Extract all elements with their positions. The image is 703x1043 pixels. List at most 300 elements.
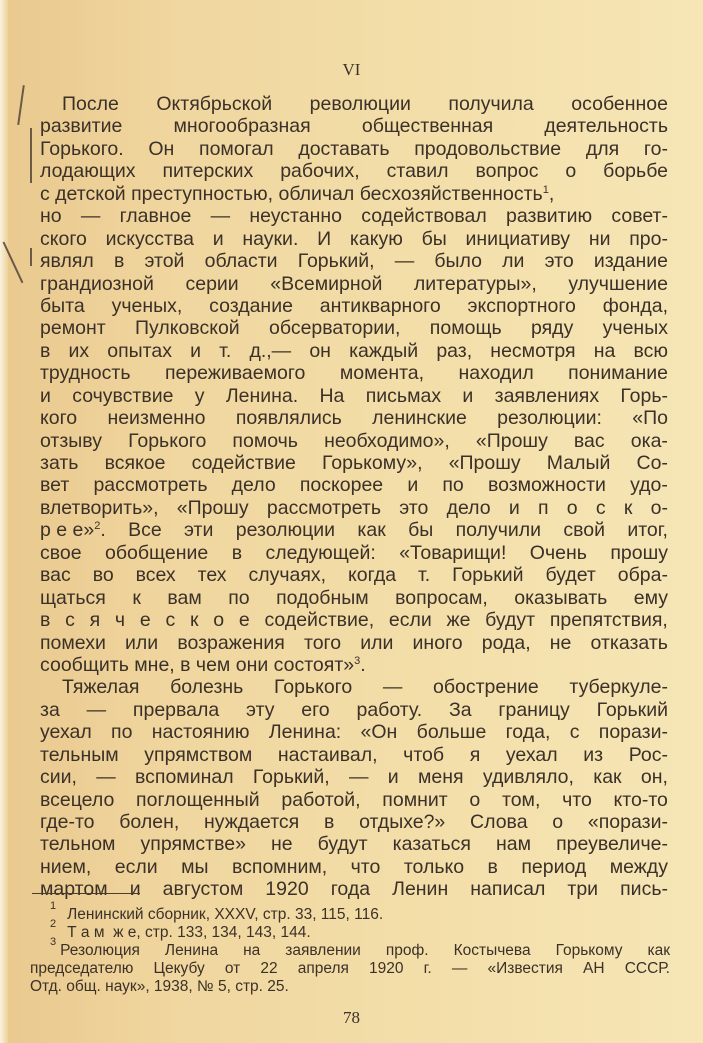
text-line	[40, 205, 668, 227]
word: в	[487, 855, 498, 878]
line-text	[40, 542, 668, 564]
word: работу.	[356, 698, 423, 721]
word: Горь-	[620, 384, 668, 407]
word: т.	[418, 564, 431, 587]
word: в	[113, 250, 125, 273]
word: тельным	[40, 743, 119, 766]
text-line	[40, 654, 668, 676]
pencil-margin-mark	[30, 128, 32, 183]
word: пись-	[620, 878, 668, 901]
text-line	[40, 833, 668, 855]
word: больше	[416, 721, 487, 744]
word: следующей:	[265, 541, 376, 564]
word: только	[403, 855, 465, 878]
word: трудность	[40, 362, 131, 385]
word: За	[448, 698, 472, 721]
word: Горький	[596, 698, 668, 721]
line-head	[40, 519, 100, 541]
word: .	[100, 519, 106, 542]
word: сии,	[40, 766, 77, 789]
word: лодающих	[40, 160, 136, 183]
word: бы	[408, 519, 434, 542]
line-text-after: ,	[548, 182, 555, 205]
word: содействовал	[361, 205, 487, 228]
word: его	[301, 698, 330, 721]
line-text	[40, 564, 668, 586]
word: нам	[496, 833, 532, 856]
word: на	[593, 339, 616, 362]
text-line	[40, 385, 668, 407]
word: ока-	[630, 429, 668, 452]
word: издание	[593, 250, 668, 273]
footnote-number: 1	[50, 900, 57, 912]
word: получили	[455, 519, 542, 542]
word: бы	[421, 227, 447, 250]
word: понимание	[568, 362, 668, 385]
line-text	[40, 452, 668, 474]
word: письмах	[365, 384, 442, 407]
word: неизменно	[107, 407, 206, 430]
word: прервала	[132, 698, 220, 721]
word: необходимо»,	[324, 429, 450, 452]
word: Горького.	[40, 137, 124, 160]
word: этой	[144, 250, 185, 273]
text-line	[40, 676, 668, 698]
footnote-text: Ленинский сборник, XXXV, стр. 33, 115, 116.	[67, 906, 384, 923]
footnotes	[30, 900, 670, 996]
word: как	[357, 519, 386, 542]
word: обострение	[433, 676, 539, 699]
word: дело	[231, 474, 276, 497]
word: между	[609, 855, 668, 878]
line-content	[40, 183, 668, 205]
line-text	[40, 721, 668, 743]
word: науки.	[242, 227, 299, 250]
word: помощь	[429, 317, 502, 340]
word: кого	[40, 407, 78, 430]
word: эту	[246, 698, 275, 721]
footnote-text: Резолюция Ленина на заявлении проф. Костычева Горькому как	[60, 942, 670, 959]
word: возражения	[177, 631, 285, 654]
word: получила	[448, 93, 534, 115]
word: ставил	[386, 160, 449, 183]
line-text	[40, 205, 668, 227]
word: каждый	[349, 339, 419, 362]
word: ленинские	[372, 407, 467, 430]
word: «Он	[360, 721, 398, 744]
word: продовольствие	[414, 137, 562, 160]
word: когда	[348, 564, 397, 587]
word: обра-	[617, 564, 668, 587]
word: помехи	[40, 631, 106, 654]
word: рода,	[481, 631, 531, 654]
word: мы	[181, 855, 209, 878]
word: того	[303, 631, 342, 654]
word: свой	[563, 519, 605, 542]
word: заявлениях	[494, 384, 600, 407]
word: кто-то	[613, 788, 668, 811]
word: несмотря	[490, 339, 576, 362]
footnote-line	[30, 978, 670, 996]
word: же	[446, 609, 471, 632]
word: свое	[40, 541, 82, 564]
word: особенное	[571, 93, 668, 115]
word: августом	[162, 878, 244, 901]
word: будет	[545, 564, 596, 587]
word: Горького	[128, 429, 207, 452]
word: «Всемирной	[270, 272, 383, 295]
text-line	[40, 93, 668, 115]
line-text	[40, 295, 668, 317]
word: где-то	[40, 811, 95, 833]
line-text	[40, 160, 668, 182]
word: После	[62, 93, 119, 115]
word: в	[40, 609, 51, 632]
footnote-line	[30, 960, 670, 978]
word: фонда,	[602, 294, 668, 317]
word: развитие	[40, 115, 123, 138]
footnote-text: Отд. общ. наук», 1938, № 5, стр. 25.	[30, 978, 289, 995]
line-text	[40, 497, 668, 519]
text-line	[40, 497, 668, 519]
word: о	[566, 496, 578, 519]
word: если	[114, 855, 158, 878]
text-line	[40, 250, 668, 272]
line-text-after	[100, 519, 668, 541]
word: поглощенный	[136, 788, 260, 811]
word: Ленина.	[225, 384, 299, 407]
word: Пулковской	[135, 317, 240, 340]
word: Горький,	[252, 766, 330, 789]
word: вопрос	[475, 160, 539, 183]
word: три	[567, 878, 599, 901]
word: инициативу	[465, 227, 571, 250]
text-line	[40, 138, 668, 160]
word: всецело	[40, 788, 115, 811]
text-line	[40, 632, 668, 654]
word: «Прошу	[176, 496, 249, 519]
word: прошу	[610, 541, 668, 564]
word: —	[382, 676, 403, 699]
word: экспортного	[467, 294, 576, 317]
word: из	[583, 743, 604, 766]
line-text	[40, 385, 668, 407]
word: будут	[485, 609, 536, 632]
line-text	[40, 744, 668, 766]
text-line	[40, 183, 668, 205]
text-line	[40, 609, 668, 631]
word: быта	[40, 294, 85, 317]
word: искусства	[105, 227, 194, 250]
word: общественная	[361, 115, 494, 138]
line-text	[40, 856, 668, 878]
body-text	[40, 93, 668, 901]
word: го-	[643, 137, 668, 160]
line-text	[40, 833, 668, 855]
word: помогал	[199, 137, 274, 160]
line-text	[40, 340, 668, 362]
word: Очень	[529, 541, 587, 564]
word: вам	[167, 586, 202, 609]
pencil-margin-mark	[30, 248, 32, 266]
word: препятствия,	[549, 609, 668, 632]
word: Ленина:	[268, 721, 342, 744]
word: улучшение	[568, 272, 668, 295]
word: по	[228, 586, 250, 609]
footnote-number: 2	[50, 918, 57, 930]
word: рассмотреть	[266, 496, 381, 519]
page-edge	[0, 0, 8, 1043]
word: совет-	[611, 205, 668, 228]
word: грандиозной	[40, 272, 154, 295]
word: всю	[633, 339, 668, 362]
word: На	[319, 384, 345, 407]
word: написал	[470, 878, 546, 901]
footnote-line	[30, 918, 670, 942]
word: в	[40, 339, 51, 362]
word: период	[521, 855, 587, 878]
line-text	[40, 250, 668, 272]
word: оказывать	[514, 586, 608, 609]
word: у	[194, 384, 205, 407]
footnote-ref: 3	[354, 654, 361, 667]
word: питерских	[162, 160, 254, 183]
word: подобным	[276, 586, 369, 609]
line-text	[40, 632, 668, 654]
footnote-divider	[32, 893, 140, 894]
word: с	[65, 609, 75, 632]
word: и	[462, 384, 474, 407]
word: болезнь	[170, 676, 244, 699]
word: переживаемого	[164, 362, 306, 385]
word: «порази-	[587, 811, 668, 833]
word: вопросам,	[395, 586, 488, 609]
word: о	[469, 788, 481, 811]
word: доставать	[298, 137, 390, 160]
word: помнит	[382, 788, 448, 811]
word: возможности	[487, 474, 606, 497]
line-content	[40, 519, 668, 541]
word: щаться	[40, 586, 106, 609]
word: порази-	[598, 721, 668, 744]
word: это	[399, 496, 429, 519]
line-text	[40, 699, 668, 721]
word: настоянию	[151, 721, 250, 744]
word: и	[40, 384, 51, 407]
word: —	[86, 698, 107, 721]
word: влетворить»,	[40, 496, 159, 519]
word: ему	[633, 586, 668, 609]
word: Тяжелая	[62, 676, 140, 699]
word: ского	[40, 227, 87, 250]
line-head	[40, 183, 554, 205]
text-line	[40, 519, 668, 541]
word: какую	[349, 227, 403, 250]
word: чтоб	[403, 743, 445, 766]
word: всех	[135, 564, 176, 587]
word: года	[330, 878, 371, 901]
word: с	[165, 609, 176, 632]
line-text	[40, 138, 668, 160]
word: о-	[650, 496, 668, 519]
word: Он	[148, 137, 175, 160]
word: т.	[219, 339, 232, 362]
word: появлялись	[235, 407, 342, 430]
word: рабочих,	[280, 160, 360, 183]
word: если	[388, 609, 432, 632]
word: отдыхе?»	[359, 811, 446, 833]
word: по	[442, 474, 464, 497]
line-text: сообщить мне, в чем они состоят»	[40, 653, 355, 676]
text-line	[40, 789, 668, 811]
word: о	[552, 811, 564, 833]
text-line	[40, 744, 668, 766]
word: отказать	[590, 631, 668, 654]
word: о	[565, 160, 577, 183]
word: являл	[40, 250, 94, 273]
word: опытах	[107, 339, 172, 362]
word: Со-	[636, 452, 668, 474]
word: дело	[446, 496, 491, 519]
line-text-after: .	[360, 653, 366, 676]
word: резолюции	[235, 519, 336, 542]
text-line	[40, 721, 668, 743]
word: неустанно	[249, 205, 342, 228]
word: области	[204, 250, 278, 273]
text-line	[40, 317, 668, 339]
text-line	[40, 878, 668, 900]
word: для	[585, 137, 620, 160]
word: раз,	[436, 339, 473, 362]
word: мартом	[40, 878, 108, 901]
word: ли	[502, 250, 525, 273]
word: ряду	[531, 317, 574, 340]
footnote-ref: 2	[94, 520, 101, 533]
word: что	[350, 855, 381, 878]
word: Горькому»,	[322, 452, 423, 474]
footnote-text: председателю Цекубу от 22 апреля 1920 г. — «Известия АН СССР.	[30, 960, 670, 977]
word: обсерватории,	[269, 317, 401, 340]
word: —	[96, 766, 116, 789]
word: будут	[317, 833, 368, 856]
word: том,	[502, 788, 541, 811]
word: Горького	[273, 676, 353, 699]
word: с	[569, 721, 580, 744]
word: упрямством	[144, 743, 253, 766]
line-text	[40, 811, 668, 833]
word: преувеличе-	[556, 833, 668, 856]
line-text	[40, 789, 668, 811]
word: «Прошу	[448, 452, 521, 474]
word: резолюции:	[497, 407, 602, 430]
word: революции	[309, 93, 411, 115]
word: многообразная	[173, 115, 311, 138]
word: момента,	[339, 362, 425, 385]
line-text	[40, 273, 668, 295]
word: ни	[588, 227, 611, 250]
footnote-ref: 1	[542, 183, 549, 196]
line-text	[40, 878, 668, 900]
word: е	[139, 609, 151, 632]
text-line	[40, 542, 668, 564]
word: ученых	[602, 317, 668, 340]
word: —	[394, 250, 415, 273]
word: нуждается	[204, 811, 300, 833]
word: содействие	[191, 452, 296, 474]
word: в	[324, 811, 335, 833]
word: —	[210, 205, 231, 228]
word: деятельность	[544, 115, 668, 138]
word: вспоминал	[135, 766, 234, 789]
word: и	[407, 474, 419, 497]
word: всякое	[104, 452, 166, 474]
word: я	[469, 743, 481, 766]
line-content	[40, 654, 668, 676]
word: про-	[629, 227, 668, 250]
word: вас	[40, 564, 71, 587]
footnote-line	[30, 900, 670, 924]
word: что	[562, 788, 592, 811]
word: упрямстве»	[140, 833, 246, 856]
text-line	[40, 811, 668, 833]
line-text	[40, 474, 668, 496]
word: борьбе	[603, 160, 668, 183]
word: и	[212, 227, 224, 250]
word: п	[537, 496, 549, 519]
text-line	[40, 564, 668, 586]
word: е	[238, 609, 250, 632]
word: Горький,	[297, 250, 375, 273]
text-line	[40, 430, 668, 452]
word: и	[129, 878, 141, 901]
word: ч	[114, 609, 126, 632]
word: их	[68, 339, 90, 362]
text-line	[40, 699, 668, 721]
word: как	[593, 766, 622, 789]
text-line	[40, 452, 668, 474]
word: 1920	[265, 878, 309, 901]
word: удо-	[630, 474, 668, 497]
word: Рос-	[628, 743, 668, 766]
word: развитию	[506, 205, 593, 228]
line-text	[40, 587, 668, 609]
word: за	[40, 698, 60, 721]
word: тельном	[40, 833, 116, 856]
footnote-text: Т а м ж е, стр. 133, 134, 143, 144.	[67, 924, 311, 941]
word: или	[125, 631, 159, 654]
word: с	[595, 496, 606, 519]
text-line	[40, 587, 668, 609]
word: «Товарищи!	[399, 541, 507, 564]
word: было	[434, 250, 482, 273]
word: вспомним,	[232, 855, 328, 878]
word: нием,	[40, 855, 92, 878]
text-line	[40, 407, 668, 429]
line-text	[62, 676, 668, 698]
word: «По	[632, 407, 668, 430]
word: находил	[458, 362, 534, 385]
word: д.,—	[249, 339, 292, 362]
line-text	[40, 228, 668, 250]
word: не	[549, 631, 572, 654]
word: это	[544, 250, 574, 273]
word: ремонт	[40, 317, 106, 340]
word: —	[349, 766, 369, 789]
word: границу	[498, 698, 570, 721]
word: литературы»,	[413, 272, 537, 295]
line-text	[62, 93, 668, 115]
word: И	[317, 227, 332, 250]
